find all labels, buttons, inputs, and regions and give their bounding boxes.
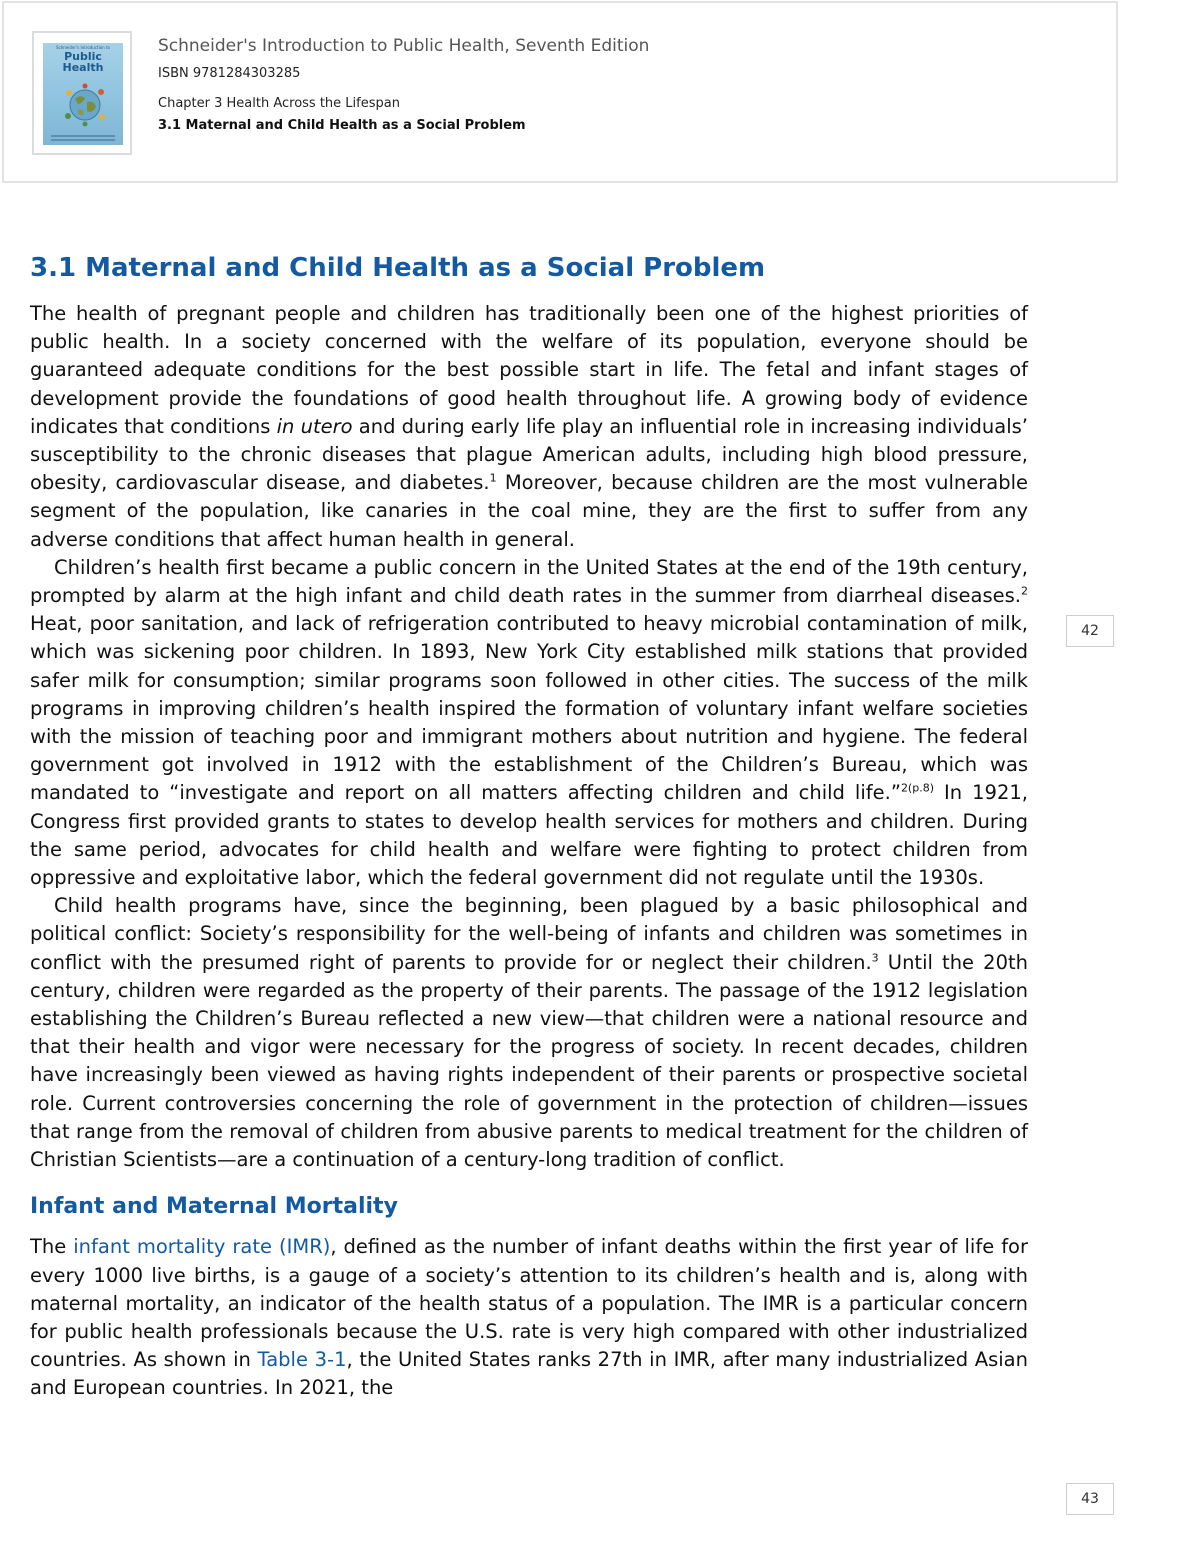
cover-author-lines [51,133,115,141]
cover-title-line2: Health [62,61,104,74]
table-3-1-link[interactable]: Table 3-1 [257,1348,347,1372]
paragraph-3-text-a: Child health programs have, since the beginning, been plagued by a basic philosophical and political conflict: Society’s responsibility for the well-being of infants and children was sometimes in conflict with the presumed right of parents to provide for or neglect their children. [30,894,1028,974]
article-content [30,250,1028,1403]
paragraph-1-text-b: and during early life play an influential role in increasing individuals’ susceptibility to the chronic diseases that plague American adults, including high blood pressure, obesity, cardiovascular disease, and diabetes. [30,414,1028,495]
book-cover-image [32,31,132,155]
book-header-card [2,1,1118,183]
paragraph-2-text-b: Heat, poor sanitation, and lack of refrigeration contributed to heavy microbial contamination of milk, which was sickening poor children. In 1893, New York City established milk stations that provided safer milk for consumption; similar programs soon followed in other cities. The success of the milk programs in improving children’s health inspired the formation of voluntary infant welfare societies with the mission of teaching poor and immigrant mothers about nutrition and hygiene. The federal government got involved in 1912 with the establishment of the Children’s Bureau, which was mandated to “investigate and report on all matters affecting children and child life.” [30,612,1028,805]
footnote-ref-2[interactable]: 2 [1021,584,1028,598]
paragraph-2 [30,554,1028,892]
paragraph-3 [30,892,1028,1174]
paragraph-4-text-b: , defined as the number of infant deaths within the first year of life for every 1000 live births, is a gauge of a society’s attention to its children’s health and is, along with maternal mortality, an indicator of the health status of a population. The IMR is a particular concern for public health professionals because the U.S. rate is very high compared with other industrialized countries. As shown in [30,1235,1029,1372]
chapter-title: Chapter 3 Health Across the Lifespan [158,96,400,111]
cover-title-line1: Public [64,50,102,63]
italic-in-utero: in utero [276,414,353,438]
book-isbn: ISBN 9781284303285 [158,66,301,81]
paragraph-1 [30,300,1028,554]
page-marker-42: 42 [1066,615,1114,647]
paragraph-4 [30,1233,1028,1402]
paragraph-2-text-a: Children’s health first became a public concern in the United States at the end of the 19th century, prompted by alarm at the high infant and child death rates in the summer from diarrheal diseases. [30,555,1028,608]
section-heading: 3.1 Maternal and Child Health as a Social Problem [30,253,766,283]
footnote-ref-2-page[interactable]: 2(p.8) [900,781,934,795]
section-reference: 3.1 Maternal and Child Health as a Social Problem [158,118,526,133]
footnote-ref-1[interactable]: 1 [489,471,497,485]
paragraph-3-text-b: Until the 20th century, children were regarded as the property of their parents. The passage of the 1912 legislation establishing the Children’s Bureau reflected a new view—that children were a national resource and that their health and vigor were necessary for the progress of society. In recent decades, children have increasingly been viewed as having rights independent of their parents or prospective societal role. Current controversies concerning the role of government in the protection of children—issues that range from the removal of children from abusive parents to medical treatment for the children of Christian Scientists—are a continuation of a century-long tradition of conflict. [30,950,1029,1172]
glossary-link-imr[interactable]: infant mortality rate (IMR) [73,1235,331,1259]
paragraph-2-text-c: In 1921, Congress first provided grants to states to develop health services for mothers and children. During the same period, advocates for child health and welfare were fighting to protect children from oppressive and exploitative labor, which the federal government did not regulate until the 1930s. [30,781,1028,890]
page-marker-43: 43 [1066,1483,1114,1515]
cover-small-text: Schneider's Introduction to [56,45,110,50]
paragraph-4-text-a: The [30,1235,74,1259]
subsection-heading: Infant and Maternal Mortality [30,1194,398,1220]
globe-icon [63,83,107,127]
paragraph-1-text-a: The health of pregnant people and children has traditionally been one of the highest priorities of public health. In a society concerned with the welfare of its population, everyone should be guaranteed adequate conditions for the best possible start in life. The fetal and infant stages of development provide the foundations of good health throughout life. A growing body of evidence indicates that conditions [30,302,1028,438]
footnote-ref-3[interactable]: 3 [871,951,879,965]
paragraph-4-text-c: , the United States ranks 27th in IMR, after many industrialized Asian and European countries. In 2021, the [30,1348,1028,1400]
book-title: Schneider's Introduction to Public Health, Seventh Edition [158,36,650,56]
paragraph-1-text-c: Moreover, because children are the most vulnerable segment of the population, like canaries in the coal mine, they are the first to suffer from any adverse conditions that affect human health in general. [30,471,1028,551]
